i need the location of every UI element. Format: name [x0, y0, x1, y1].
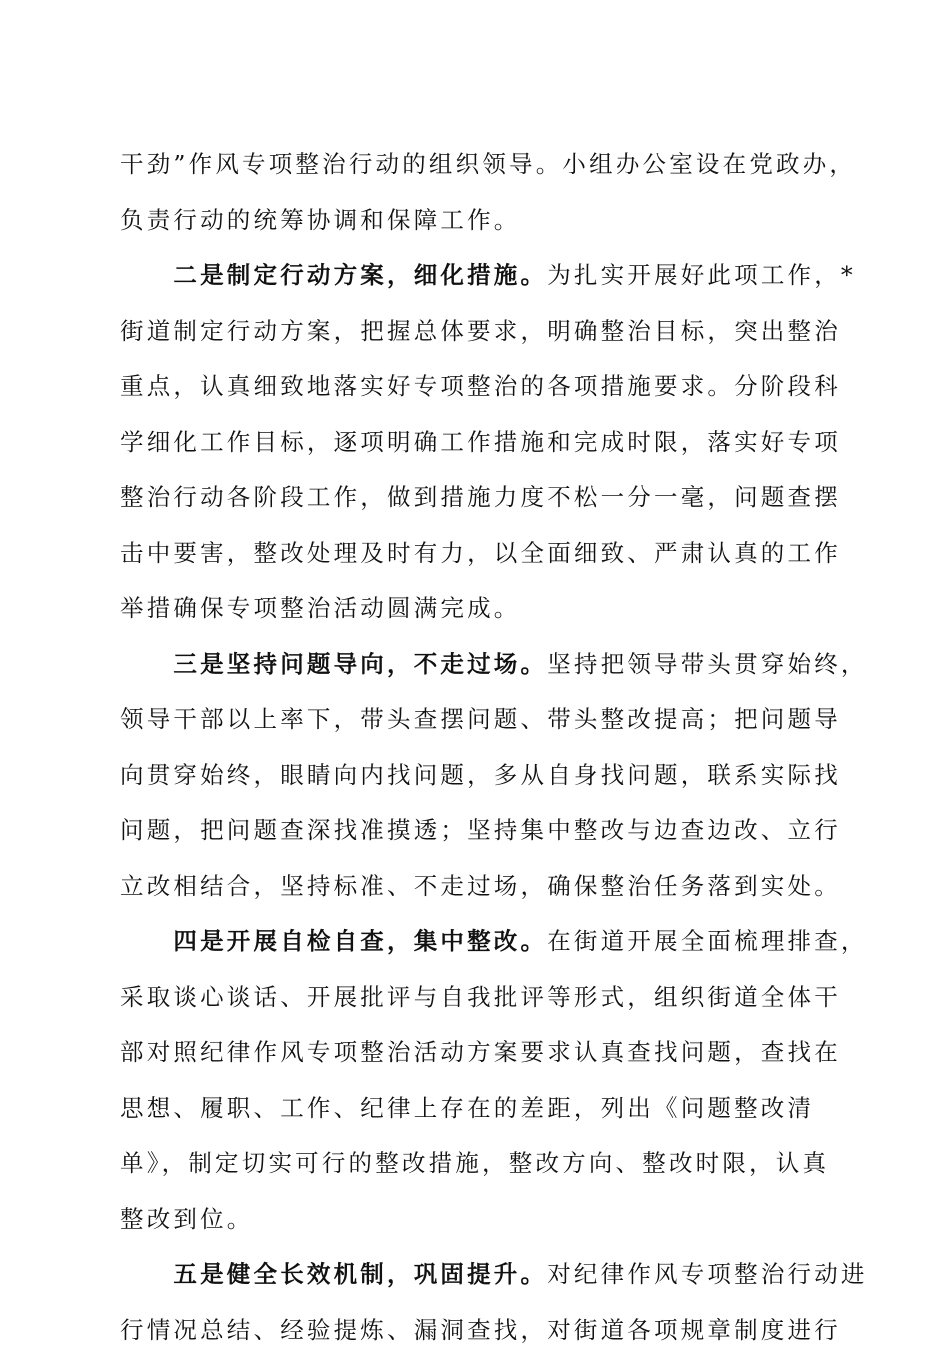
- text-line: 整改到位。: [120, 1192, 836, 1248]
- text-line: 举措确保专项整治活动圆满完成。: [120, 581, 836, 637]
- paragraph-self-inspection: [120, 914, 836, 1247]
- text-line: 采取谈心谈话、开展批评与自我批评等形式，组织街道全体干: [120, 970, 836, 1026]
- text-run: 坚持把领导带头贯穿始终，: [547, 650, 867, 678]
- text-line: 问题，把问题查深找准摸透；坚持集中整改与边查边改、立行: [120, 803, 836, 859]
- text-line: [120, 248, 836, 304]
- text-line: 行情况总结、经验提炼、漏洞查找，对街道各项规章制度进行: [120, 1303, 836, 1358]
- text-line: 单》，制定切实可行的整改措施，整改方向、整改时限，认真: [120, 1136, 836, 1192]
- text-line: 整治行动各阶段工作，做到措施力度不松一分一毫，问题查摆: [120, 470, 836, 526]
- text-line: 立改相结合，坚持标准、不走过场，确保整治任务落到实处。: [120, 859, 836, 915]
- paragraph-problem-oriented: [120, 637, 836, 915]
- text-line: [120, 914, 836, 970]
- paragraph-lead: 三是坚持问题导向，不走过场。: [173, 650, 547, 678]
- paragraph-lead: 五是健全长效机制，巩固提升。: [173, 1260, 547, 1288]
- text-run: 为扎实开展好此项工作，*: [547, 261, 856, 289]
- text-line: 负责行动的统筹协调和保障工作。: [120, 193, 836, 249]
- text-run: 对纪律作风专项整治行动进: [547, 1260, 867, 1288]
- text-line: 学细化工作目标，逐项明确工作措施和完成时限，落实好专项: [120, 415, 836, 471]
- text-line: [120, 637, 836, 693]
- text-run: 在街道开展全面梳理排查，: [547, 927, 867, 955]
- text-line: 干劲”作风专项整治行动的组织领导。小组办公室设在党政办，: [120, 137, 836, 193]
- paragraph-action-plan: [120, 248, 836, 637]
- text-line: 街道制定行动方案，把握总体要求，明确整治目标，突出整治: [120, 304, 836, 360]
- text-line: 击中要害，整改处理及时有力，以全面细致、严肃认真的工作: [120, 526, 836, 582]
- text-line: [120, 1247, 836, 1303]
- document-body: [120, 137, 836, 1358]
- paragraph-lead: 四是开展自检自查，集中整改。: [173, 927, 547, 955]
- text-line: 重点，认真细致地落实好专项整治的各项措施要求。分阶段科: [120, 359, 836, 415]
- paragraph-continuation: [120, 137, 836, 248]
- paragraph-long-term-mechanism: [120, 1247, 836, 1358]
- text-line: 思想、履职、工作、纪律上存在的差距，列出《问题整改清: [120, 1081, 836, 1137]
- text-line: 向贯穿始终，眼睛向内找问题，多从自身找问题，联系实际找: [120, 748, 836, 804]
- paragraph-lead: 二是制定行动方案，细化措施。: [173, 261, 547, 289]
- text-line: 领导干部以上率下，带头查摆问题、带头整改提高；把问题导: [120, 692, 836, 748]
- text-line: 部对照纪律作风专项整治活动方案要求认真查找问题，查找在: [120, 1025, 836, 1081]
